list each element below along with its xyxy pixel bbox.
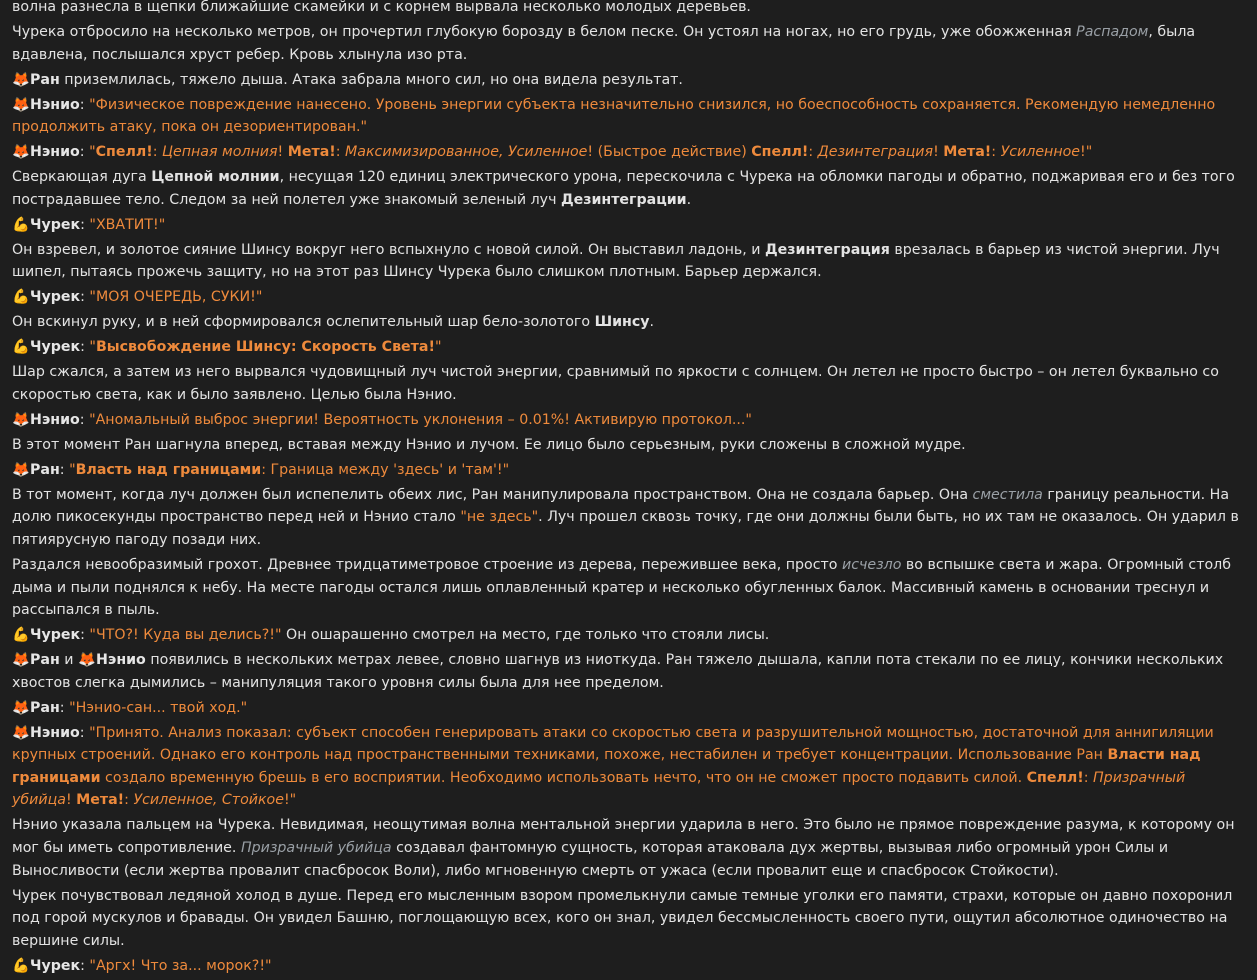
fox-icon: 🦊 bbox=[12, 724, 30, 741]
text-segment: Распадом bbox=[1076, 23, 1149, 40]
narration-paragraph bbox=[12, 21, 1240, 66]
quoted-text: Высвобождение Шинсу: Скорость Света! bbox=[95, 339, 435, 356]
speaker-name: Ран bbox=[30, 461, 60, 478]
quoted-text: : bbox=[991, 144, 1001, 161]
flexed-biceps-icon: 💪 bbox=[12, 289, 30, 306]
text-segment: : bbox=[79, 724, 90, 741]
flexed-biceps-icon: 💪 bbox=[12, 216, 30, 233]
speaker-name: Нэнио bbox=[30, 144, 80, 161]
quoted-text: "Аргх! Что за... морок?!" bbox=[89, 957, 272, 974]
text-segment: : bbox=[79, 411, 90, 428]
dialogue-line bbox=[12, 624, 1240, 647]
text-segment: Он взревел, и золотое сияние Шинсу вокруг него вспыхнуло с новой силой. Он выставил ладонь, и bbox=[12, 241, 766, 258]
text-segment: Чурека отбросило на несколько метров, он прочертил глубокую борозду в белом песке. Он устоял на ногах, но его грудь, уже обожженная bbox=[12, 23, 1077, 40]
text-segment: Чурек почувствовал ледяной холод в душе. Перед его мысленным взором промелькнули самые темные уголки его памяти, страхи, которые он давно похоронил под горой мускулов и бравады. Он увидел Башню, поглощающую всех, кого он знал, увидел бессмысленность своего пути, ощутил абсолютное одиночество на вершине силы. bbox=[12, 887, 1233, 949]
fox-icon: 🦊 bbox=[12, 144, 30, 161]
speaker-name: Чурек bbox=[30, 339, 81, 356]
quoted-text: Мета! bbox=[76, 792, 125, 809]
dialogue-line bbox=[12, 69, 1240, 92]
quoted-text: Максимизированное, Усиленное bbox=[345, 144, 588, 161]
text-segment: : bbox=[79, 96, 90, 113]
quoted-text: Спелл! bbox=[751, 144, 809, 161]
text-segment: Сверкающая дуга bbox=[12, 169, 152, 186]
quoted-text: Спелл! bbox=[1026, 769, 1084, 786]
text-segment: : bbox=[59, 699, 70, 716]
narration-paragraph bbox=[12, 554, 1240, 622]
narration-paragraph bbox=[12, 0, 1240, 19]
quoted-text: " bbox=[434, 339, 442, 356]
text-segment: границу реальности. На долю пикосекунды пространство перед ней и Нэнио стало bbox=[12, 486, 1230, 526]
text-segment: приземлилась, тяжело дыша. Атака забрала много сил, но она видела результат. bbox=[59, 71, 683, 88]
speaker-name: Нэнио bbox=[30, 724, 80, 741]
text-segment: Раздался невообразимый грохот. Древнее тридцатиметровое строение из дерева, пережившее века, просто bbox=[12, 556, 842, 573]
narration-paragraph bbox=[12, 239, 1240, 284]
text-segment: : bbox=[80, 957, 90, 974]
text-segment: : bbox=[80, 339, 90, 356]
text-segment: , была вдавлена, послышался хруст ребер. Кровь хлынула изо рта. bbox=[12, 23, 1196, 63]
quoted-text: Мета! bbox=[287, 144, 336, 161]
speaker-name: Нэнио bbox=[30, 411, 80, 428]
dialogue-line bbox=[12, 409, 1240, 432]
text-segment: . bbox=[686, 191, 692, 208]
text-segment: исчезло bbox=[841, 556, 902, 573]
speaker-name: Чурек bbox=[30, 627, 81, 644]
text-segment: : bbox=[59, 461, 70, 478]
text-segment: В этот момент Ран шагнула вперед, вставая между Нэнио и лучом. Ее лицо было серьезным, руки сложены в сложной мудре. bbox=[12, 436, 966, 453]
quoted-text: создало временную брешь в его восприятии. Необходимо использовать нечто, что он не сможет просто подавить силой. bbox=[100, 769, 1027, 786]
text-segment: Дезинтеграции bbox=[560, 191, 687, 208]
quoted-text: ! bbox=[65, 792, 77, 809]
quoted-text: " bbox=[89, 339, 96, 356]
text-segment: создавал фантомную сущность, которая атаковала дух жертвы, вызывая либо огромный урон Силы и Выносливости (если жертва провалит спасбросок Воли), либо мгновенную смерть от ужаса (если провалит еще и спасбросок Стойкости). bbox=[12, 839, 1169, 879]
quoted-text: " bbox=[89, 144, 96, 161]
quoted-text: "Аномальный выброс энергии! Вероятность уклонения – 0.01%! Активирую протокол..." bbox=[89, 411, 752, 428]
text-segment: . bbox=[649, 314, 655, 331]
dialogue-line bbox=[12, 214, 1240, 237]
quoted-text: !" bbox=[1080, 144, 1093, 161]
quoted-text: : bbox=[124, 792, 134, 809]
speaker-name: Чурек bbox=[30, 216, 81, 233]
quoted-text: ! bbox=[933, 144, 944, 161]
flexed-biceps-icon: 💪 bbox=[12, 627, 30, 644]
quoted-text: Усиленное bbox=[1000, 144, 1081, 161]
quoted-text: "Нэнио-сан... твой ход." bbox=[69, 699, 248, 716]
text-segment: и bbox=[59, 652, 79, 669]
dialogue-line bbox=[12, 649, 1240, 694]
quoted-text: : Граница между 'здесь' и 'там'!" bbox=[261, 461, 510, 478]
quoted-text: Призрачный убийца bbox=[12, 769, 1186, 809]
fox-icon: 🦊 bbox=[12, 461, 30, 478]
quoted-text: : bbox=[808, 144, 818, 161]
text-segment: сместила bbox=[972, 486, 1043, 503]
speaker-name: Нэнио bbox=[96, 652, 146, 669]
speaker-name: Нэнио bbox=[30, 96, 80, 113]
quoted-text: "Принято. Анализ показал: субъект способен генерировать атаки со скоростью света и разрушительной мощностью, достаточной для аннигиляции крупных строений. Однако его контроль над пространственными техниками, похоже, нестабилен и требует концентрации. Использование Ран bbox=[12, 724, 1214, 764]
story-log bbox=[12, 0, 1240, 980]
fox-icon: 🦊 bbox=[12, 652, 30, 669]
text-segment: Дезинтеграция bbox=[765, 241, 890, 258]
fox-icon: 🦊 bbox=[12, 411, 30, 428]
speaker-name: Ран bbox=[30, 652, 60, 669]
dialogue-line bbox=[12, 94, 1240, 139]
text-segment: : bbox=[80, 216, 90, 233]
speaker-name: Чурек bbox=[30, 957, 81, 974]
text-segment: Он вскинул руку, и в ней сформировался ослепительный шар бело-золотого bbox=[12, 314, 595, 331]
fox-icon: 🦊 bbox=[12, 96, 30, 113]
quoted-text: Спелл! bbox=[95, 144, 153, 161]
narration-paragraph bbox=[12, 814, 1240, 882]
speaker-name: Ран bbox=[30, 699, 60, 716]
speaker-name: Чурек bbox=[30, 289, 81, 306]
quoted-text: ! bbox=[277, 144, 288, 161]
quoted-text: "МОЯ ОЧЕРЕДЬ, СУКИ!" bbox=[89, 289, 263, 306]
text-segment: Шинсу bbox=[594, 314, 650, 331]
dialogue-line bbox=[12, 141, 1240, 164]
quoted-text: "ЧТО?! Куда вы делись?!" bbox=[89, 627, 282, 644]
text-segment: В тот момент, когда луч должен был испепелить обеих лис, Ран манипулировала пространством. Она не создала барьер. Она bbox=[12, 486, 973, 503]
text-segment: : bbox=[79, 144, 90, 161]
text-segment: Призрачный убийца bbox=[240, 839, 392, 856]
text-segment: Шар сжался, а затем из него вырвался чудовищный луч чистой энергии, сравнимый по яркости с солнцем. Он летел не просто быстро – он летел буквально со скоростью света, как и было заявлено. Целью была Нэнио. bbox=[12, 364, 1219, 403]
narration-paragraph bbox=[12, 434, 1240, 457]
text-segment: . Луч прошел сквозь точку, где они должны были быть, но их там не оказалось. Он ударил в пятиярусную пагоду позади них. bbox=[12, 509, 1239, 548]
dialogue-line bbox=[12, 722, 1240, 812]
narration-paragraph bbox=[12, 484, 1240, 552]
text-segment: Цепной молнии bbox=[151, 169, 280, 186]
speaker-name: Ран bbox=[30, 71, 60, 88]
quoted-text: Власти над границами bbox=[12, 747, 1201, 786]
dialogue-line bbox=[12, 955, 1240, 978]
dialogue-line bbox=[12, 286, 1240, 309]
text-segment: : bbox=[80, 627, 90, 644]
narration-paragraph bbox=[12, 361, 1240, 406]
quoted-text: Цепная молния bbox=[162, 144, 278, 161]
quoted-text: !" bbox=[283, 792, 297, 809]
quoted-text: : bbox=[335, 144, 346, 161]
text-segment: врезалась в барьер из чистой энергии. Луч шипел, пытаясь прожечь защиту, но на этот раз Шинсу Чурека было слишком плотным. Барьер держался. bbox=[12, 241, 1220, 281]
text-segment: Он ошарашенно смотрел на место, где только что стояли лисы. bbox=[281, 627, 770, 644]
text-segment: , несущая 120 единиц электрического урона, перескочила с Чурека на обломки пагоды и обратно, поджаривая его и без того пострадавшее тело. Следом за ней полетел уже знакомый зеленый луч bbox=[12, 169, 1235, 208]
quoted-text: : bbox=[1083, 769, 1094, 786]
narration-paragraph bbox=[12, 166, 1240, 211]
quoted-text: Усиленное, Стойкое bbox=[133, 792, 284, 809]
quoted-text: : bbox=[152, 144, 162, 161]
quoted-text: Власть над границами bbox=[75, 461, 262, 478]
narration-paragraph bbox=[12, 311, 1240, 334]
text-segment: волна разнесла в щепки ближайшие скамейки и с корнем вырвала несколько молодых деревьев. bbox=[12, 0, 751, 15]
quoted-text: Дезинтеграция bbox=[817, 144, 934, 161]
dialogue-line bbox=[12, 697, 1240, 720]
quoted-text: ! (Быстрое действие) bbox=[587, 144, 752, 161]
quoted-text: " bbox=[69, 461, 76, 478]
fox-icon: 🦊 bbox=[78, 652, 96, 669]
fox-icon: 🦊 bbox=[12, 699, 30, 716]
text-segment: Нэнио указала пальцем на Чурека. Невидимая, неощутимая волна ментальной энергии ударила в него. Это было не прямое повреждение разума, к которому он мог бы иметь сопротивление. bbox=[12, 817, 1235, 856]
flexed-biceps-icon: 💪 bbox=[12, 339, 30, 356]
fox-icon: 🦊 bbox=[12, 71, 30, 88]
dialogue-line bbox=[12, 336, 1240, 359]
quoted-text: "Физическое повреждение нанесено. Уровень энергии субъекта незначительно снизился, но боеспособность сохраняется. Рекомендую немедленно продолжить атаку, пока он дезориентирован." bbox=[12, 96, 1216, 136]
text-segment: : bbox=[80, 289, 90, 306]
narration-paragraph bbox=[12, 885, 1240, 953]
text-segment: во вспышке света и жара. Огромный столб дыма и пыли поднялся к небу. На месте пагоды остался лишь оплавленный кратер и несколько обугленных балок. Массивный камень в основании треснул и рассыпался в пыль. bbox=[12, 556, 1231, 619]
quoted-text: Мета! bbox=[943, 144, 992, 161]
flexed-biceps-icon: 💪 bbox=[12, 957, 30, 974]
quoted-text: "не здесь" bbox=[460, 509, 539, 526]
quoted-text: "ХВАТИТ!" bbox=[89, 216, 166, 233]
text-segment: появились в нескольких метрах левее, словно шагнув из ниоткуда. Ран тяжело дышала, капли пота стекали по ее лицу, кончики нескольких хвостов слегка дымились – манипуляция такого уровня силы была для нее пределом. bbox=[12, 652, 1224, 691]
dialogue-line bbox=[12, 459, 1240, 482]
